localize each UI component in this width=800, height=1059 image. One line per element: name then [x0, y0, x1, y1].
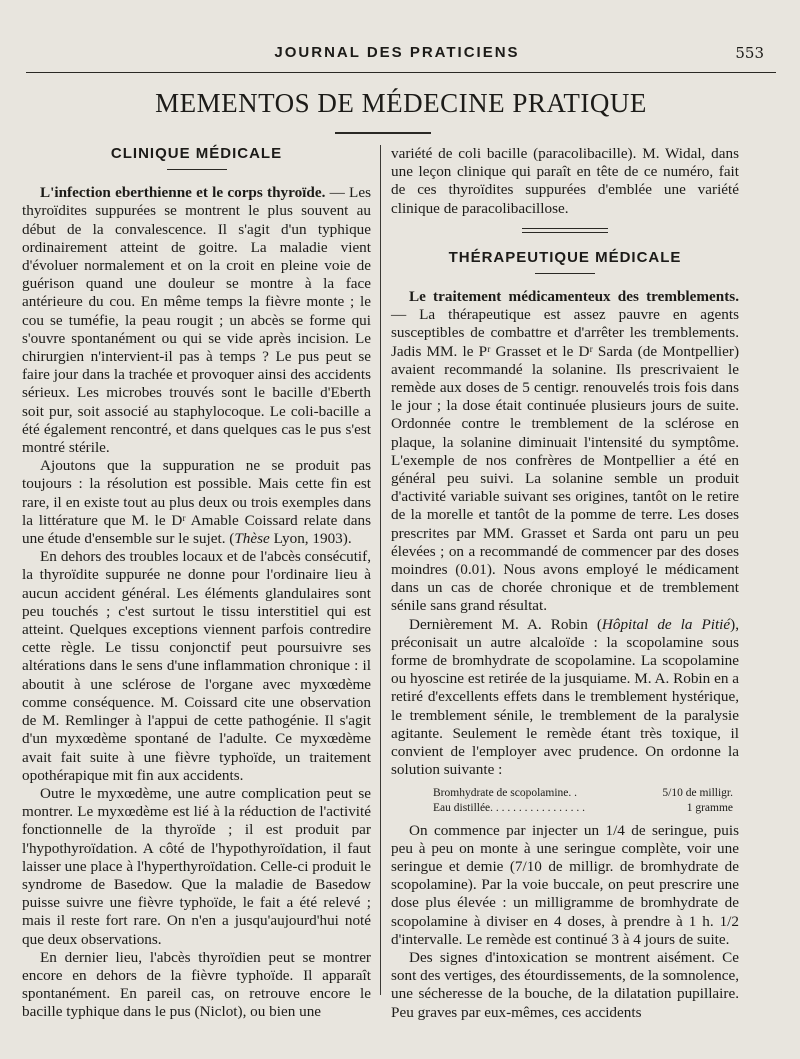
formula-row — [433, 801, 733, 816]
formula-dose: 1 gramme — [686, 801, 733, 814]
left-column — [22, 145, 371, 1022]
prescription-formula — [433, 786, 733, 816]
paragraph-tremblements — [391, 288, 739, 616]
paragraph-text: ), préconisait un autre alcaloïde : la scopolamine sous forme de bromhydrate de scopolamine. La scopolamine ou hyoscine est retirée de la jusquiame. M. A. Robin en a retiré d'excellents effets dans le tremblement hystérique, le tremblement sénile, le tremblement de la paralysie agitante. Seulement le remède étant très toxique, il convient de l'employer avec prudence. On ordonne la solution suivante : — [391, 615, 739, 779]
header-rule — [26, 72, 776, 73]
section-heading-therapeutique: THÉRAPEUTIQUE MÉDICALE — [448, 248, 682, 266]
running-head — [24, 44, 770, 68]
title-rule — [335, 132, 431, 134]
citation-italic: Thèse — [234, 530, 270, 548]
formula-row — [433, 786, 733, 801]
main-title: MEMENTOS DE MÉDECINE PRATIQUE — [155, 88, 647, 118]
paragraph-text: Ajoutons que la suppuration ne se produit pas toujours : la résolution est possible. Mais cette fin est rare, il en existe tout au plus deux ou trois exemples dans la littérature que M. le Dʳ Amable Coissard relate dans une étude d'ensemble sur le sujet. ( — [22, 457, 371, 548]
double-rule-separator — [522, 228, 608, 233]
hospital-italic: Hôpital de la Pitié — [601, 615, 731, 633]
article-intro-text: — Les thyroïdites suppurées se montrent le plus souvent au début de la convalescence. Il s'agit d'un typhique ordinairement atteint de goitre. La maladie vient d'évoluer normalement et on la croit en pleine voie de guérison quand une douleur se montre à la face antérieure du cou. En même temps la fièvre monte ; le cou se tuméfie, la peau rougit ; un abcès se forme qui s'ouvre spontanément ou qui se vide après incision. Le chirurgien n'intervient-il pas à temps ? Le pus peut se faire jour dans la trachée et provoquer ainsi des accidents sérieux. Les microbes trouvés sont le bacille d'Eberth soit pur, soit associé au staphylocoque. Le coli-bacille a été également rencontré, et dans quelques cas le pus s'est montré stérile. — [22, 184, 371, 457]
paragraph-myxoedeme: En dehors des troubles locaux et de l'abcès consécutif, la thyroïdite suppurée ne donne pour l'ordinaire lieu à aucun accident général. Les éléments glandulaires sont peu touchés ; c'est surtout le tissu interstitiel qui est atteint. Quelques exceptions viennent parfois contredire cette règle. Le tissu conjonctif peut poursuivre ses altérations dans le sens d'une inflammation chronique : il aboutit à une sclérose de l'organe avec myxœdème comme conséquence. M. Coissard cite une observation de M. Remlinger à l'appui de cette pathogénie. Il s'agit d'un myxœdème spontané de l'adulte. Ce myxœdème avait fait suite à une fièvre typhoïde, un traitement opothérapique mit fin aux accidents. — [22, 548, 371, 784]
formula-ingredient: Bromhydrate de scopolamine. . — [433, 786, 578, 799]
article-title-eberth: L'infection eberthienne et le corps thyroïde. — [40, 184, 326, 202]
paragraph-abces: En dernier lieu, l'abcès thyroïdien peut se montrer encore en dehors de la fièvre typhoïde. Il apparaît spontanément. En pareil cas, on retrouve encore le bacille typhique dans le pus (Niclot), ou bien une — [22, 948, 371, 1021]
paragraph-text: — La thérapeutique est assez pauvre en agents susceptibles de combattre et d'arrêter les tremblements. Jadis MM. le Pʳ Grasset et le Dʳ Sarda (de Montpellier) avaient recommandé la solanine. Ils prescrivaient le remède aux doses de 5 centigr. renouvelés trois fois dans le jour ; la dose était continuée plusieurs jours de suite. Ordonnée contre le tremblement de la sclérose en plaque, la solanine diminuait l'intensité du symptôme. L'exemple de nos confrères de Montpellier a été en général peu suivi. La solanine semble un produit d'activité variable suivant ses origines, tantôt on le retire de la morelle et tantôt de la pomme de terre. Les doses prescrites par MM. Grasset et Sarda ont paru un peu élevées ; on a recommandé de commencer par des doses moindres (0.01). Nous avons employé le médicament dans un cas de chorée chronique et de tremblement sénile sans grand résultat. — [391, 306, 739, 615]
paragraph-continuation: variété de coli bacille (paracolibacille). M. Widal, dans une leçon clinique qui paraît en tête de ce numéro, fait de ces thyroïdites suppurées d'emblée une variété clinique de paracolibacillose. — [391, 145, 739, 217]
right-column — [391, 145, 739, 1022]
paragraph-text: Dernièrement M. A. Robin ( — [409, 615, 602, 633]
section-rule — [167, 169, 227, 170]
article-title-tremblements: Le traitement médicamenteux des tremblements. — [409, 288, 739, 306]
paragraph-basedow: Outre le myxœdème, une autre complication peut se montrer. Le myxœdème est lié à la réduction de l'activité fonctionnelle de la thyroïde ; il est produit par l'hypothyroïdation. A côté de l'hypothyroïdation, il faut laisser une place à l'hyperthyroïdation. Celle-ci produit le syndrome de Basedow. Que la maladie de Basedow puisse suivre une fièvre typhoïde, le fait a été relevé ; mais il reste fort rare. On n'en a jusqu'aujourd'hui noté que deux observations. — [22, 784, 371, 948]
paragraph-text: Lyon, 1903). — [269, 530, 352, 548]
formula-ingredient: Eau distillée. . . . . . . . . . . . . . . . . — [433, 801, 586, 814]
paragraph-injection: On commence par injecter un 1/4 de seringue, puis peu à peu on monte à une seringue complète, voir une seringue et demie (7/10 de milligr. de bromhydrate de scopolamine). Par la voie buccale, on peut prescrire une dose plus élevée : un milligramme de bromhydrate de scopolamine à diviser en 4 doses, à prendre à 1 h. 1/2 d'intervalle. Le remède est continué 3 à 4 jours de suite. — [391, 821, 739, 948]
paragraph-scopolamine — [391, 616, 739, 780]
paragraph-intoxication: Des signes d'intoxication se montrent aisément. Ce sont des vertiges, des étourdissements, de la somnolence, une sécheresse de la bouche, de la dilatation pupillaire. Peu graves par eux-mêmes, ces accidents — [391, 948, 739, 1021]
page-number: 553 — [735, 44, 764, 62]
column-divider — [380, 145, 381, 995]
paragraph-intro — [22, 184, 371, 457]
section-heading-clinique: CLINIQUE MÉDICALE — [110, 145, 283, 162]
formula-dose: 5/10 de milligr. — [662, 786, 733, 799]
journal-title: JOURNAL DES PRATICIENS — [274, 44, 520, 61]
paragraph-suppuration — [22, 457, 371, 548]
section-rule — [535, 273, 595, 274]
